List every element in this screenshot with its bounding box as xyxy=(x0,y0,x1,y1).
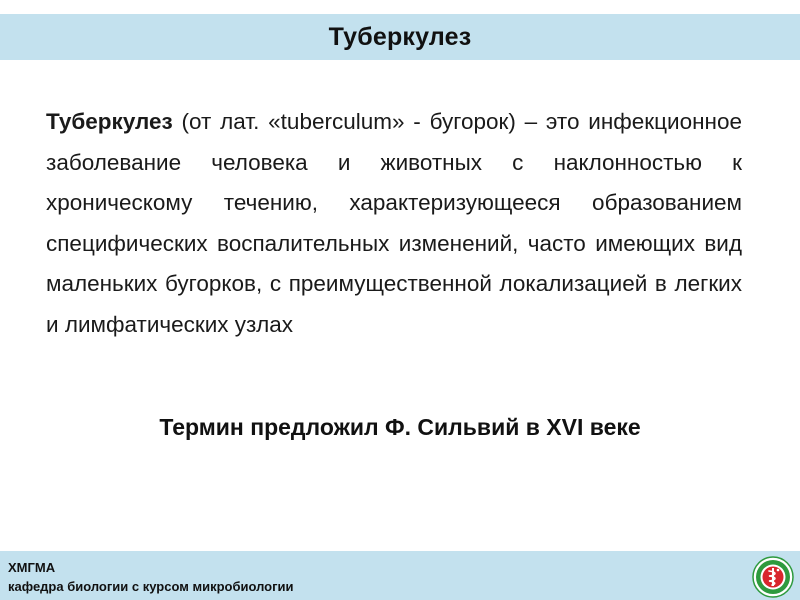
medical-emblem-icon xyxy=(752,556,794,598)
definition-term: Туберкулез xyxy=(46,109,173,134)
slide-title: Туберкулез xyxy=(328,22,472,51)
definition-text: (от лат. «tuberculum» - бугорок) – это инфекционное заболевание человека и животных с наклонностью к хроническому течению, характеризующееся образованием специфических воспалительных изменений, часто имеющих вид маленьких бугорков, с преимущественной локализацией в легких и лимфатических узлах xyxy=(46,109,742,337)
definition-paragraph xyxy=(46,102,742,346)
title-bar xyxy=(0,14,800,60)
term-origin-note: Термин предложил Ф. Сильвий в XVI веке xyxy=(159,414,641,440)
footer-department: кафедра биологии с курсом микробиологии xyxy=(8,579,294,594)
footer-organization: ХМГМА xyxy=(8,560,56,575)
